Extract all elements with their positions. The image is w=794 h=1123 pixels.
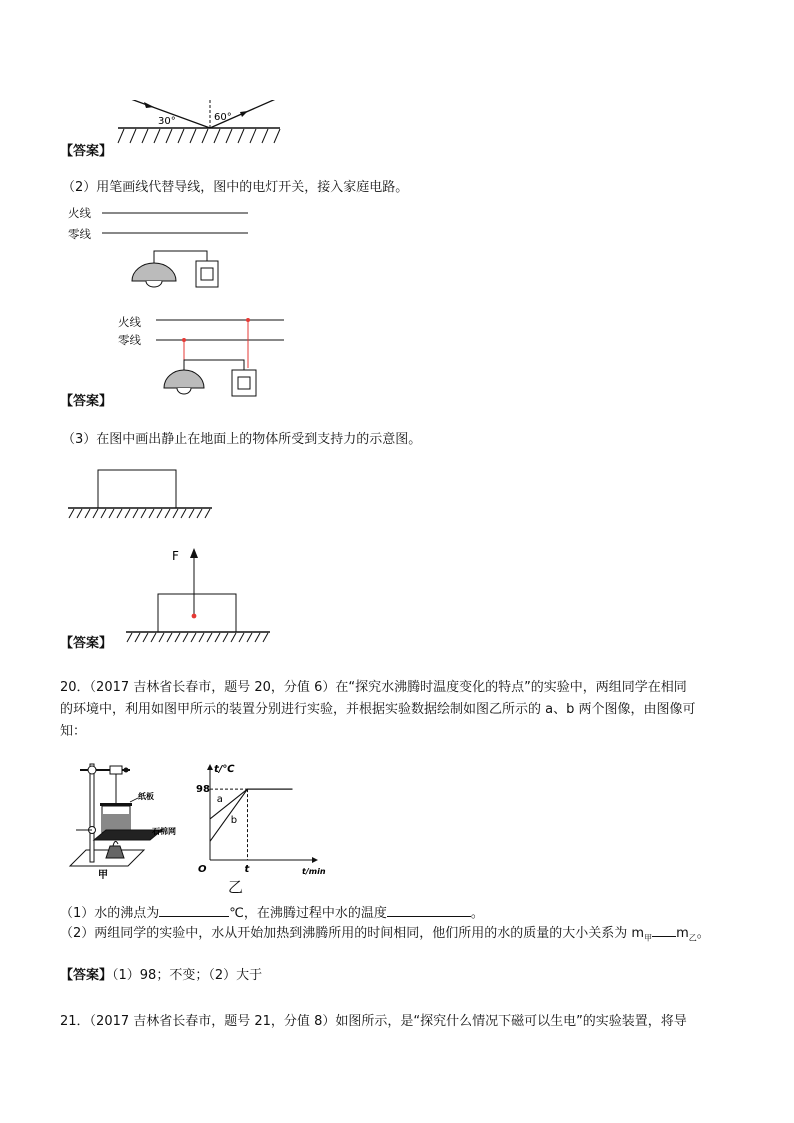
q2-fire-label: 火线: [68, 206, 91, 220]
q20-sub2-m: m: [676, 926, 689, 941]
caption-yi: 乙: [228, 878, 244, 896]
apparatus-figure: [66, 758, 190, 880]
y-axis-label: t/℃: [214, 764, 235, 775]
block-question-figure: [66, 466, 216, 522]
q2-text: （2）用笔画线代替导线，图中的电灯开关，接入家庭电路。: [62, 180, 409, 195]
label-paper: 纸板: [138, 792, 154, 801]
q20-line1: 20．（2017 吉林省长春市，题号 20，分值 6）在“探究水沸腾时温度变化的特点”的实验中，两组同学在相同: [60, 680, 687, 695]
q21-line1: 21．（2017 吉林省长春市，题号 21，分值 8）如图所示，是“探究什么情况下磁可以生电”的实验装置，将导: [60, 1014, 687, 1029]
q20-sub-yi: 乙: [688, 933, 697, 943]
caption-jia: 甲: [98, 870, 108, 880]
angle-incident-label: 30°: [158, 116, 176, 127]
reflection-figure: [110, 100, 290, 152]
answer-label-2: 【答案】: [60, 394, 113, 409]
q20-sub-jia: 甲: [644, 933, 653, 943]
y-tick-label: 98: [196, 784, 210, 796]
q20-line2: 的环境中，利用如图甲所示的装置分别进行实验，并根据实验数据绘制如图乙所示的 a、b 两个图像，由图像可: [60, 702, 696, 717]
series-label-b: b: [230, 815, 238, 827]
q20-sub2: [60, 924, 710, 949]
q20-sub1-a: （1）水的沸点为: [60, 906, 160, 921]
q20-sub1-b: ℃，在沸腾过程中水的温度: [229, 906, 387, 921]
label-gauze: 石棉网: [152, 827, 176, 836]
x-axis-arrow: [312, 857, 318, 863]
answer-label-4: 【答案】: [60, 968, 113, 983]
angle-reflect-label: 60°: [214, 112, 232, 123]
q2-zero-label: 零线: [68, 227, 91, 241]
force-label: F: [172, 549, 179, 563]
blank-temperature[interactable]: [387, 904, 471, 917]
q20-sub2-end: 。: [696, 926, 710, 941]
blank-boiling-point[interactable]: [159, 904, 229, 917]
circuit-answer-figure: [150, 310, 290, 400]
x-tick-label: t: [244, 864, 250, 875]
series-label-a: a: [216, 794, 223, 805]
block-answer-figure: [124, 544, 274, 644]
answer-label-1: 【答案】: [60, 144, 113, 159]
origin-label: O: [198, 864, 207, 875]
q20-sub2-a: （2）两组同学的实验中，水从开始加热到沸腾所用的时间相同，他们所用的水的质量的大小关系为 m: [60, 926, 645, 941]
q20-answer: [60, 966, 262, 986]
q20-line3: 知：: [60, 724, 87, 739]
q20-sub1-c: 。: [470, 906, 484, 921]
answer-label-3: 【答案】: [60, 636, 113, 651]
x-axis-label: t/min: [302, 867, 326, 876]
circuit-question-figure: [100, 205, 260, 295]
q2-ans-zero-label: 零线: [118, 333, 141, 347]
q20-sub1: [60, 904, 484, 924]
q2-ans-fire-label: 火线: [118, 315, 141, 329]
y-axis-arrow: [207, 764, 213, 770]
blank-mass-relation[interactable]: [652, 924, 676, 937]
q3-text: （3）在图中画出静止在地面上的物体所受到支持力的示意图。: [62, 432, 422, 447]
q20-answer-text: （1）98；不变；（2）大于: [112, 968, 263, 983]
temperature-chart: [196, 760, 326, 886]
